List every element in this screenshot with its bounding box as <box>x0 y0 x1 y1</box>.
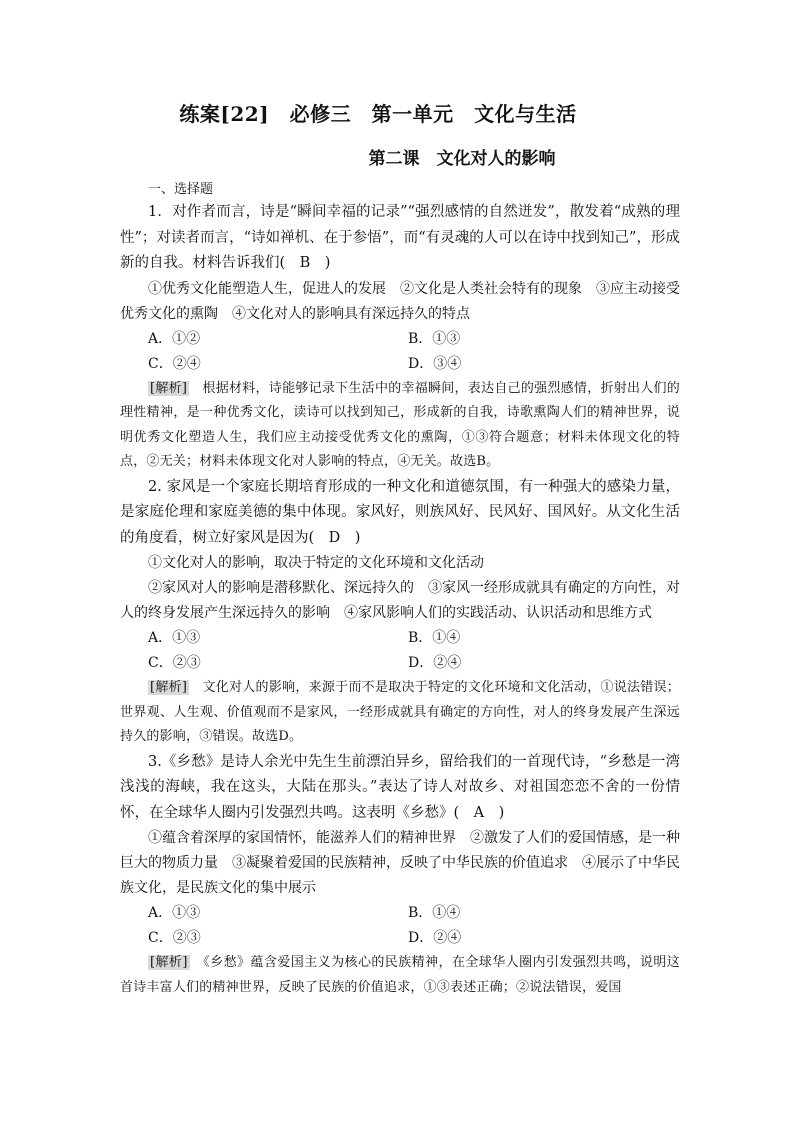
title-text: 练案[22] 必修三 第一单元 文化与生活 <box>179 102 577 126</box>
analysis-text: 《乡愁》蕴含爱国主义为核心的民族精神，在全球华人圈内引发强烈共鸣，说明这首诗丰富人们的精神世界，反映了民族的价值追求，①③表述正确；②说法错误，爱国 <box>120 955 680 995</box>
question-3-statements: ①蕴含着深厚的家国情怀，能滋养人们的精神世界 ②激发了人们的爱国情感，是一种巨大的物质力量 ③凝聚着爱国的民族精神，反映了中华民族的价值追求 ④展示了中华民族文化，是民族文化的集中展示 <box>120 830 680 896</box>
question-3-analysis <box>120 951 680 1000</box>
questions-content <box>120 200 680 1000</box>
choice-a: A．①③ <box>148 630 201 646</box>
question-1-analysis <box>120 377 680 475</box>
analysis-text: 文化对人的影响，来源于而不是取决于特定的文化环境和文化活动，①说法错误；世界观、人生观、价值观而不是家风，一经形成就具有确定的方向性，对人的终身发展产生深远持久的影响，③错误。故选D。 <box>120 680 680 744</box>
choice-a: A．①② <box>148 330 201 347</box>
analysis-tag: [解析] <box>150 380 188 396</box>
choice-b: B．①④ <box>408 630 461 646</box>
analysis-text: 根据材料，诗能够记录下生活中的幸福瞬间，表达自己的强烈感情，折射出人们的理性精神，是一种优秀文化，读诗可以找到知己，形成新的自我，诗歌熏陶人们的精神世界，说明优秀文化塑造人生，我们应主动接受优秀文化的熏陶，①③符合题意；材料未体现文化的特点，②无关；材料未体现文化对人影响的特点，④无关。故选B。 <box>120 380 680 469</box>
question-3-choices <box>148 901 680 951</box>
choice-d: D．②④ <box>408 930 462 946</box>
question-1-statements: ①优秀文化能塑造人生，促进人的发展 ②文化是人类社会特有的现象 ③应主动接受优秀文化的熏陶 ④文化对人的影响具有深远持久的特点 <box>120 280 680 322</box>
question-1-choices <box>148 327 680 377</box>
choice-d: D．③④ <box>408 355 462 372</box>
choice-d: D．②④ <box>408 655 462 671</box>
analysis-tag: [解析] <box>150 955 188 970</box>
question-2-statements-2: ②家风对人的影响是潜移默化、深远持久的 ③家风一经形成就具有确定的方向性，对人的终身发展产生深远持久的影响 ④家风影响人们的实践活动、认识活动和思维方式 <box>120 580 680 621</box>
question-2-analysis <box>120 676 680 750</box>
analysis-tag: [解析] <box>150 680 188 695</box>
choice-c: C．②③ <box>148 930 201 946</box>
question-3-stem: 3.《乡愁》是诗人余光中先生生前漂泊异乡，留给我们的一首现代诗，“乡愁是一湾浅浅的海峡，我在这头，大陆在那头。”表达了诗人对故乡、对祖国恋恋不舍的一份情怀，在全球华人圈内引发强烈共鸣。这表明《乡愁》( A ) <box>120 753 680 821</box>
choice-a: A．①③ <box>148 905 201 921</box>
choice-b: B．①④ <box>408 905 461 921</box>
question-2-stem: 2. 家风是一个家庭长期培育形成的一种文化和道德氛围，有一种强大的感染力量，是家庭伦理和家庭美德的集中体现。家风好，则族风好、民风好、国风好。从文化生活的角度看，树立好家风是因为( D ) <box>120 478 680 546</box>
page-title <box>0 98 794 127</box>
section-heading: 一、选择题 <box>148 182 214 197</box>
question-1-stem: 1．对作者而言，诗是“瞬间幸福的记录”“强烈感情的自然迸发”，散发着“成熟的理性”；对读者而言，“诗如禅机、在于参悟”，而“有灵魂的人可以在诗中找到知己”，形成新的自我。材料告诉我们( B ) <box>120 204 680 271</box>
lesson-subtitle: 第二课 文化对人的影响 <box>368 149 556 169</box>
question-2-choices <box>148 626 680 676</box>
question-2-statement-1: ①文化对人的影响，取决于特定的文化环境和文化活动 <box>148 555 484 571</box>
choice-b: B．①③ <box>408 330 461 347</box>
choice-c: C．②③ <box>148 655 201 671</box>
choice-c: C．②④ <box>148 355 201 372</box>
